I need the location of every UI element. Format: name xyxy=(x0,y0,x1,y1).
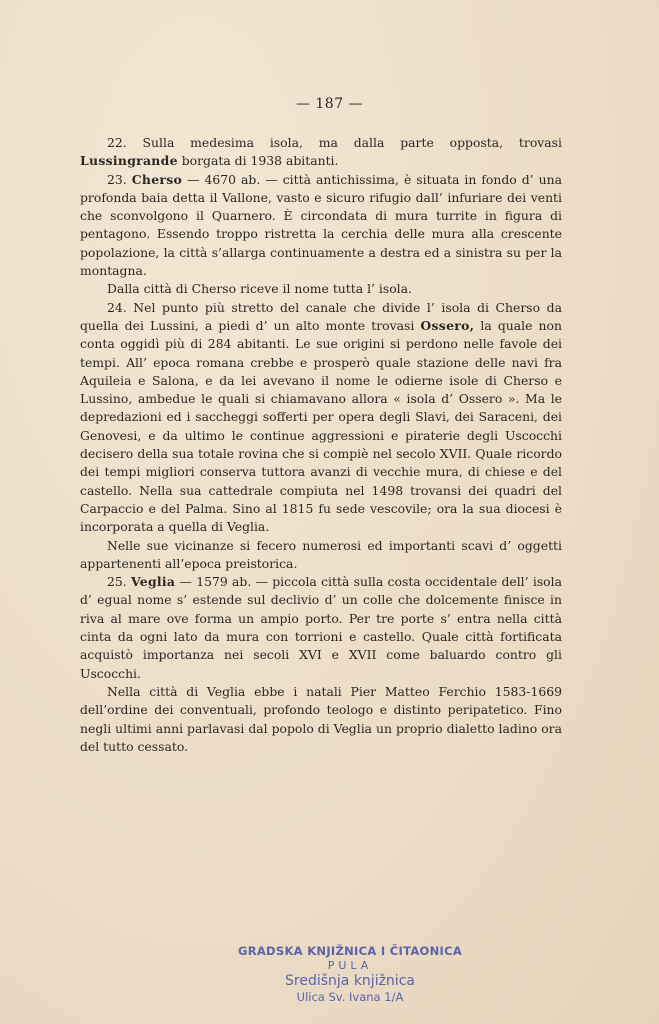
place-name: Cherso xyxy=(131,171,183,187)
entry-text: 25. xyxy=(107,574,131,590)
entry-25 xyxy=(80,573,562,683)
entry-text: — 4670 ab. — città antichissima, è situata in fondo d’ una profonda baia detta il Vallone, vasto e sicuro rifugio dall’ infuriare dei venti che sconvolgono il Quarnero. È circondata di mura turrite in figura di pentagono. Essendo troppo ristretta la cerchia delle mura alla crescente popolazione, la città s’allarga continuamente a destra ed a sinistra su per la montagna. xyxy=(80,171,562,279)
place-name: Lussingrande xyxy=(80,153,178,169)
entry-24 xyxy=(80,299,562,537)
entry-23 xyxy=(80,171,562,281)
entry-text: — 1579 ab. — piccola città sulla costa occidentale dell’ isola d’ egual nome s’ estende sul declivio d’ un colle che dolcemente finisce in riva al mare ove forma un ampio porto. Per tre porte s’ entra nella città cinta da ogni lato da mura con torrioni e castello. Quale città fortificata acquistò importanza nei secoli XVI e XVII come baluardo contro gli Uscocchi. xyxy=(80,574,562,681)
stamp-address: Ulica Sv. Ivana 1/A xyxy=(296,990,404,1004)
entry-25-note: Nella città di Veglia ebbe i natali Pier Matteo Ferchio 1583-1669 dell’ordine dei conventuali, profondo teologo e distinto peripatetico. Fino negli ultimi anni parlavasi dal popolo di Veglia un proprio dialetto ladino ora del tutto cessato. xyxy=(80,683,562,754)
stamp-library-name: GRADSKA KNJIŽNICA I ČITAONICA xyxy=(237,944,463,958)
stamp-branch: Središnja knjižnica xyxy=(285,973,415,989)
entry-22 xyxy=(80,134,562,171)
entry-text: 23. xyxy=(107,171,132,187)
entry-text: la quale non conta oggidì più di 284 abitanti. Le sue origini si perdono nelle favole dei tempi. All’ epoca romana crebbe e prosperò quale stazione delle navi fra Aquileia e Salona, e da lei avevano il nome le odierne isole di Cherso e Lussino, ambedue le quali si chiamavano allora « isola d’ Ossero ». Ma le depredazioni ed i saccheggi sofferti per opera degli Slavi, dei Saraceni, dei Genovesi, e da ultimo le continue aggressioni e piraterie degli Uscocchi decisero della sua totale rovina che si compiè nel secolo XVII. Quale ricordo dei tempi migliori conserva tuttora avanzi di vecchie mura, di chiese e del castello. Nella sua cattedrale compiuta nel 1498 trovansi dei quadri del Carpaccio e del Palma. Sino al 1815 fu sede vescovile; ora la sua diocesi è incorporata a quella di Veglia. xyxy=(80,317,562,535)
entry-text: 24. Nel punto più stretto del canale che divide l’ isola di Cherso da quella dei Lussini, a piedi d’ un alto monte trovasi xyxy=(80,299,562,333)
library-stamp xyxy=(230,944,470,1005)
body-text xyxy=(80,134,562,756)
place-name: Veglia xyxy=(131,574,176,590)
entry-23-note: Dalla città di Cherso riceve il nome tutta l’ isola. xyxy=(107,281,412,297)
entry-24-note: Nelle sue vicinanze si fecero numerosi ed importanti scavi d’ oggetti appartenenti all’epoca preistorica. xyxy=(80,537,562,571)
entry-text: borgata di 1938 abitanti. xyxy=(177,153,339,169)
stamp-city: PULA xyxy=(327,959,373,972)
place-name: Ossero, xyxy=(420,317,475,333)
entry-text: 22. Sulla medesima isola, ma dalla parte opposta, trovasi xyxy=(107,135,562,150)
page-number: — 187 — xyxy=(295,96,364,112)
